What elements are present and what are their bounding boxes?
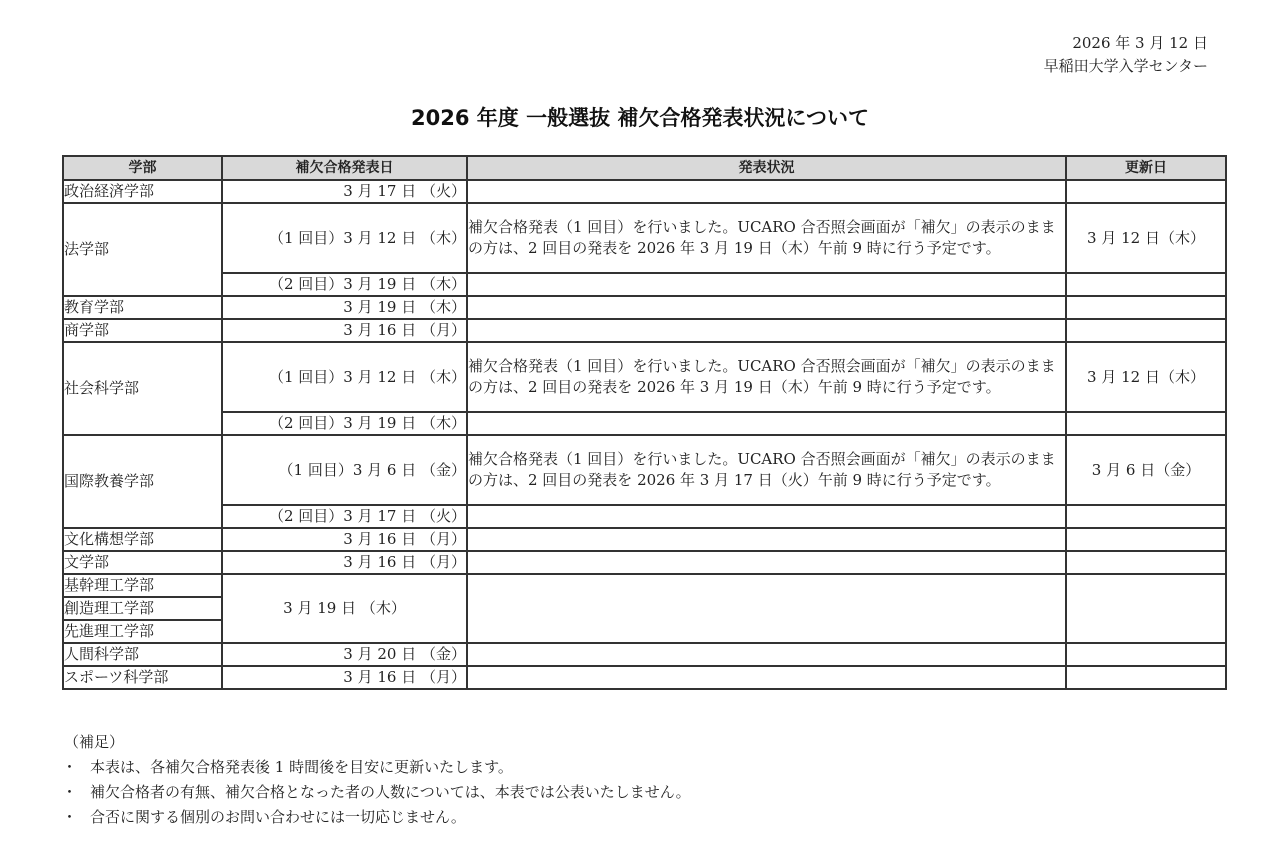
table-row bbox=[63, 273, 1226, 296]
date-cell: （1 回目）3 月 6 日 （金） bbox=[222, 435, 467, 505]
table-header-row bbox=[63, 156, 1226, 180]
updated-cell bbox=[1066, 505, 1226, 528]
note-item bbox=[62, 805, 691, 830]
status-cell bbox=[467, 180, 1066, 203]
column-header-faculty: 学部 bbox=[63, 156, 222, 180]
date-cell: 3 月 19 日 （木） bbox=[222, 296, 467, 319]
faculty-cell: 商学部 bbox=[63, 319, 222, 342]
note-item bbox=[62, 755, 691, 780]
faculty-cell: 政治経済学部 bbox=[63, 180, 222, 203]
status-cell: 補欠合格発表（1 回目）を行いました。UCARO 合否照会画面が「補欠」の表示のままの方は、2 回目の発表を 2026 年 3 月 19 日（木）午前 9 時に行う予定です。 bbox=[467, 203, 1066, 273]
date-cell: （2 回目）3 月 17 日 （火） bbox=[222, 505, 467, 528]
updated-cell bbox=[1066, 319, 1226, 342]
faculty-cell: 法学部 bbox=[63, 203, 222, 296]
updated-cell bbox=[1066, 273, 1226, 296]
issuer: 早稲田大学入学センター bbox=[1043, 57, 1208, 75]
bullet-icon: ・ bbox=[62, 808, 78, 826]
issue-date: 2026 年 3 月 12 日 bbox=[1072, 34, 1208, 52]
notes-heading: （補足） bbox=[64, 733, 125, 751]
date-cell: （2 回目）3 月 19 日 （木） bbox=[222, 412, 467, 435]
table-row bbox=[63, 574, 1226, 597]
updated-cell bbox=[1066, 528, 1226, 551]
date-cell: 3 月 16 日 （月） bbox=[222, 528, 467, 551]
table-row bbox=[63, 412, 1226, 435]
updated-cell bbox=[1066, 643, 1226, 666]
status-cell bbox=[467, 412, 1066, 435]
updated-cell bbox=[1066, 180, 1226, 203]
column-header-status: 発表状況 bbox=[467, 156, 1066, 180]
status-cell bbox=[467, 551, 1066, 574]
status-cell bbox=[467, 296, 1066, 319]
table-row bbox=[63, 180, 1226, 203]
updated-cell: 3 月 12 日（木） bbox=[1066, 203, 1226, 273]
faculty-cell: 文学部 bbox=[63, 551, 222, 574]
updated-cell bbox=[1066, 666, 1226, 689]
date-cell: （1 回目）3 月 12 日 （木） bbox=[222, 342, 467, 412]
announcement-status-table bbox=[62, 155, 1227, 690]
updated-cell: 3 月 12 日（木） bbox=[1066, 342, 1226, 412]
updated-cell bbox=[1066, 412, 1226, 435]
date-cell: 3 月 19 日 （木） bbox=[222, 574, 467, 643]
supplementary-notes bbox=[62, 730, 691, 830]
faculty-cell: 社会科学部 bbox=[63, 342, 222, 435]
faculty-cell: 先進理工学部 bbox=[63, 620, 222, 643]
status-cell: 補欠合格発表（1 回目）を行いました。UCARO 合否照会画面が「補欠」の表示のままの方は、2 回目の発表を 2026 年 3 月 19 日（木）午前 9 時に行う予定です。 bbox=[467, 342, 1066, 412]
column-header-announcement-date: 補欠合格発表日 bbox=[222, 156, 467, 180]
page-title: 2026 年度 一般選抜 補欠合格発表状況について bbox=[411, 106, 869, 130]
table-row bbox=[63, 505, 1226, 528]
column-header-updated: 更新日 bbox=[1066, 156, 1226, 180]
status-cell bbox=[467, 643, 1066, 666]
faculty-cell: 教育学部 bbox=[63, 296, 222, 319]
updated-cell bbox=[1066, 551, 1226, 574]
status-cell bbox=[467, 505, 1066, 528]
note-text: 補欠合格者の有無、補欠合格となった者の人数については、本表では公表いたしません。 bbox=[90, 783, 691, 801]
date-cell: 3 月 20 日 （金） bbox=[222, 643, 467, 666]
table-row bbox=[63, 643, 1226, 666]
faculty-cell: 基幹理工学部 bbox=[63, 574, 222, 597]
updated-cell: 3 月 6 日（金） bbox=[1066, 435, 1226, 505]
updated-cell bbox=[1066, 296, 1226, 319]
date-cell: 3 月 16 日 （月） bbox=[222, 666, 467, 689]
faculty-cell: 文化構想学部 bbox=[63, 528, 222, 551]
table-row bbox=[63, 342, 1226, 412]
table-row bbox=[63, 203, 1226, 273]
date-cell: 3 月 17 日 （火） bbox=[222, 180, 467, 203]
faculty-cell: スポーツ科学部 bbox=[63, 666, 222, 689]
date-cell: 3 月 16 日 （月） bbox=[222, 319, 467, 342]
date-cell: （2 回目）3 月 19 日 （木） bbox=[222, 273, 467, 296]
faculty-cell: 国際教養学部 bbox=[63, 435, 222, 528]
document-header bbox=[1044, 32, 1208, 78]
table-row bbox=[63, 666, 1226, 689]
date-cell: （1 回目）3 月 12 日 （木） bbox=[222, 203, 467, 273]
table-row bbox=[63, 319, 1226, 342]
note-item bbox=[62, 780, 691, 805]
table-row bbox=[63, 551, 1226, 574]
faculty-cell: 人間科学部 bbox=[63, 643, 222, 666]
status-cell bbox=[467, 319, 1066, 342]
bullet-icon: ・ bbox=[62, 783, 78, 801]
table-row bbox=[63, 528, 1226, 551]
status-cell bbox=[467, 273, 1066, 296]
updated-cell bbox=[1066, 574, 1226, 643]
faculty-cell: 創造理工学部 bbox=[63, 597, 222, 620]
status-cell bbox=[467, 574, 1066, 643]
table-row bbox=[63, 435, 1226, 505]
status-cell bbox=[467, 528, 1066, 551]
bullet-icon: ・ bbox=[62, 758, 78, 776]
date-cell: 3 月 16 日 （月） bbox=[222, 551, 467, 574]
table-row bbox=[63, 296, 1226, 319]
note-text: 本表は、各補欠合格発表後 1 時間後を目安に更新いたします。 bbox=[90, 758, 513, 776]
status-cell: 補欠合格発表（1 回目）を行いました。UCARO 合否照会画面が「補欠」の表示のままの方は、2 回目の発表を 2026 年 3 月 17 日（火）午前 9 時に行う予定です。 bbox=[467, 435, 1066, 505]
status-cell bbox=[467, 666, 1066, 689]
note-text: 合否に関する個別のお問い合わせには一切応じません。 bbox=[90, 808, 466, 826]
